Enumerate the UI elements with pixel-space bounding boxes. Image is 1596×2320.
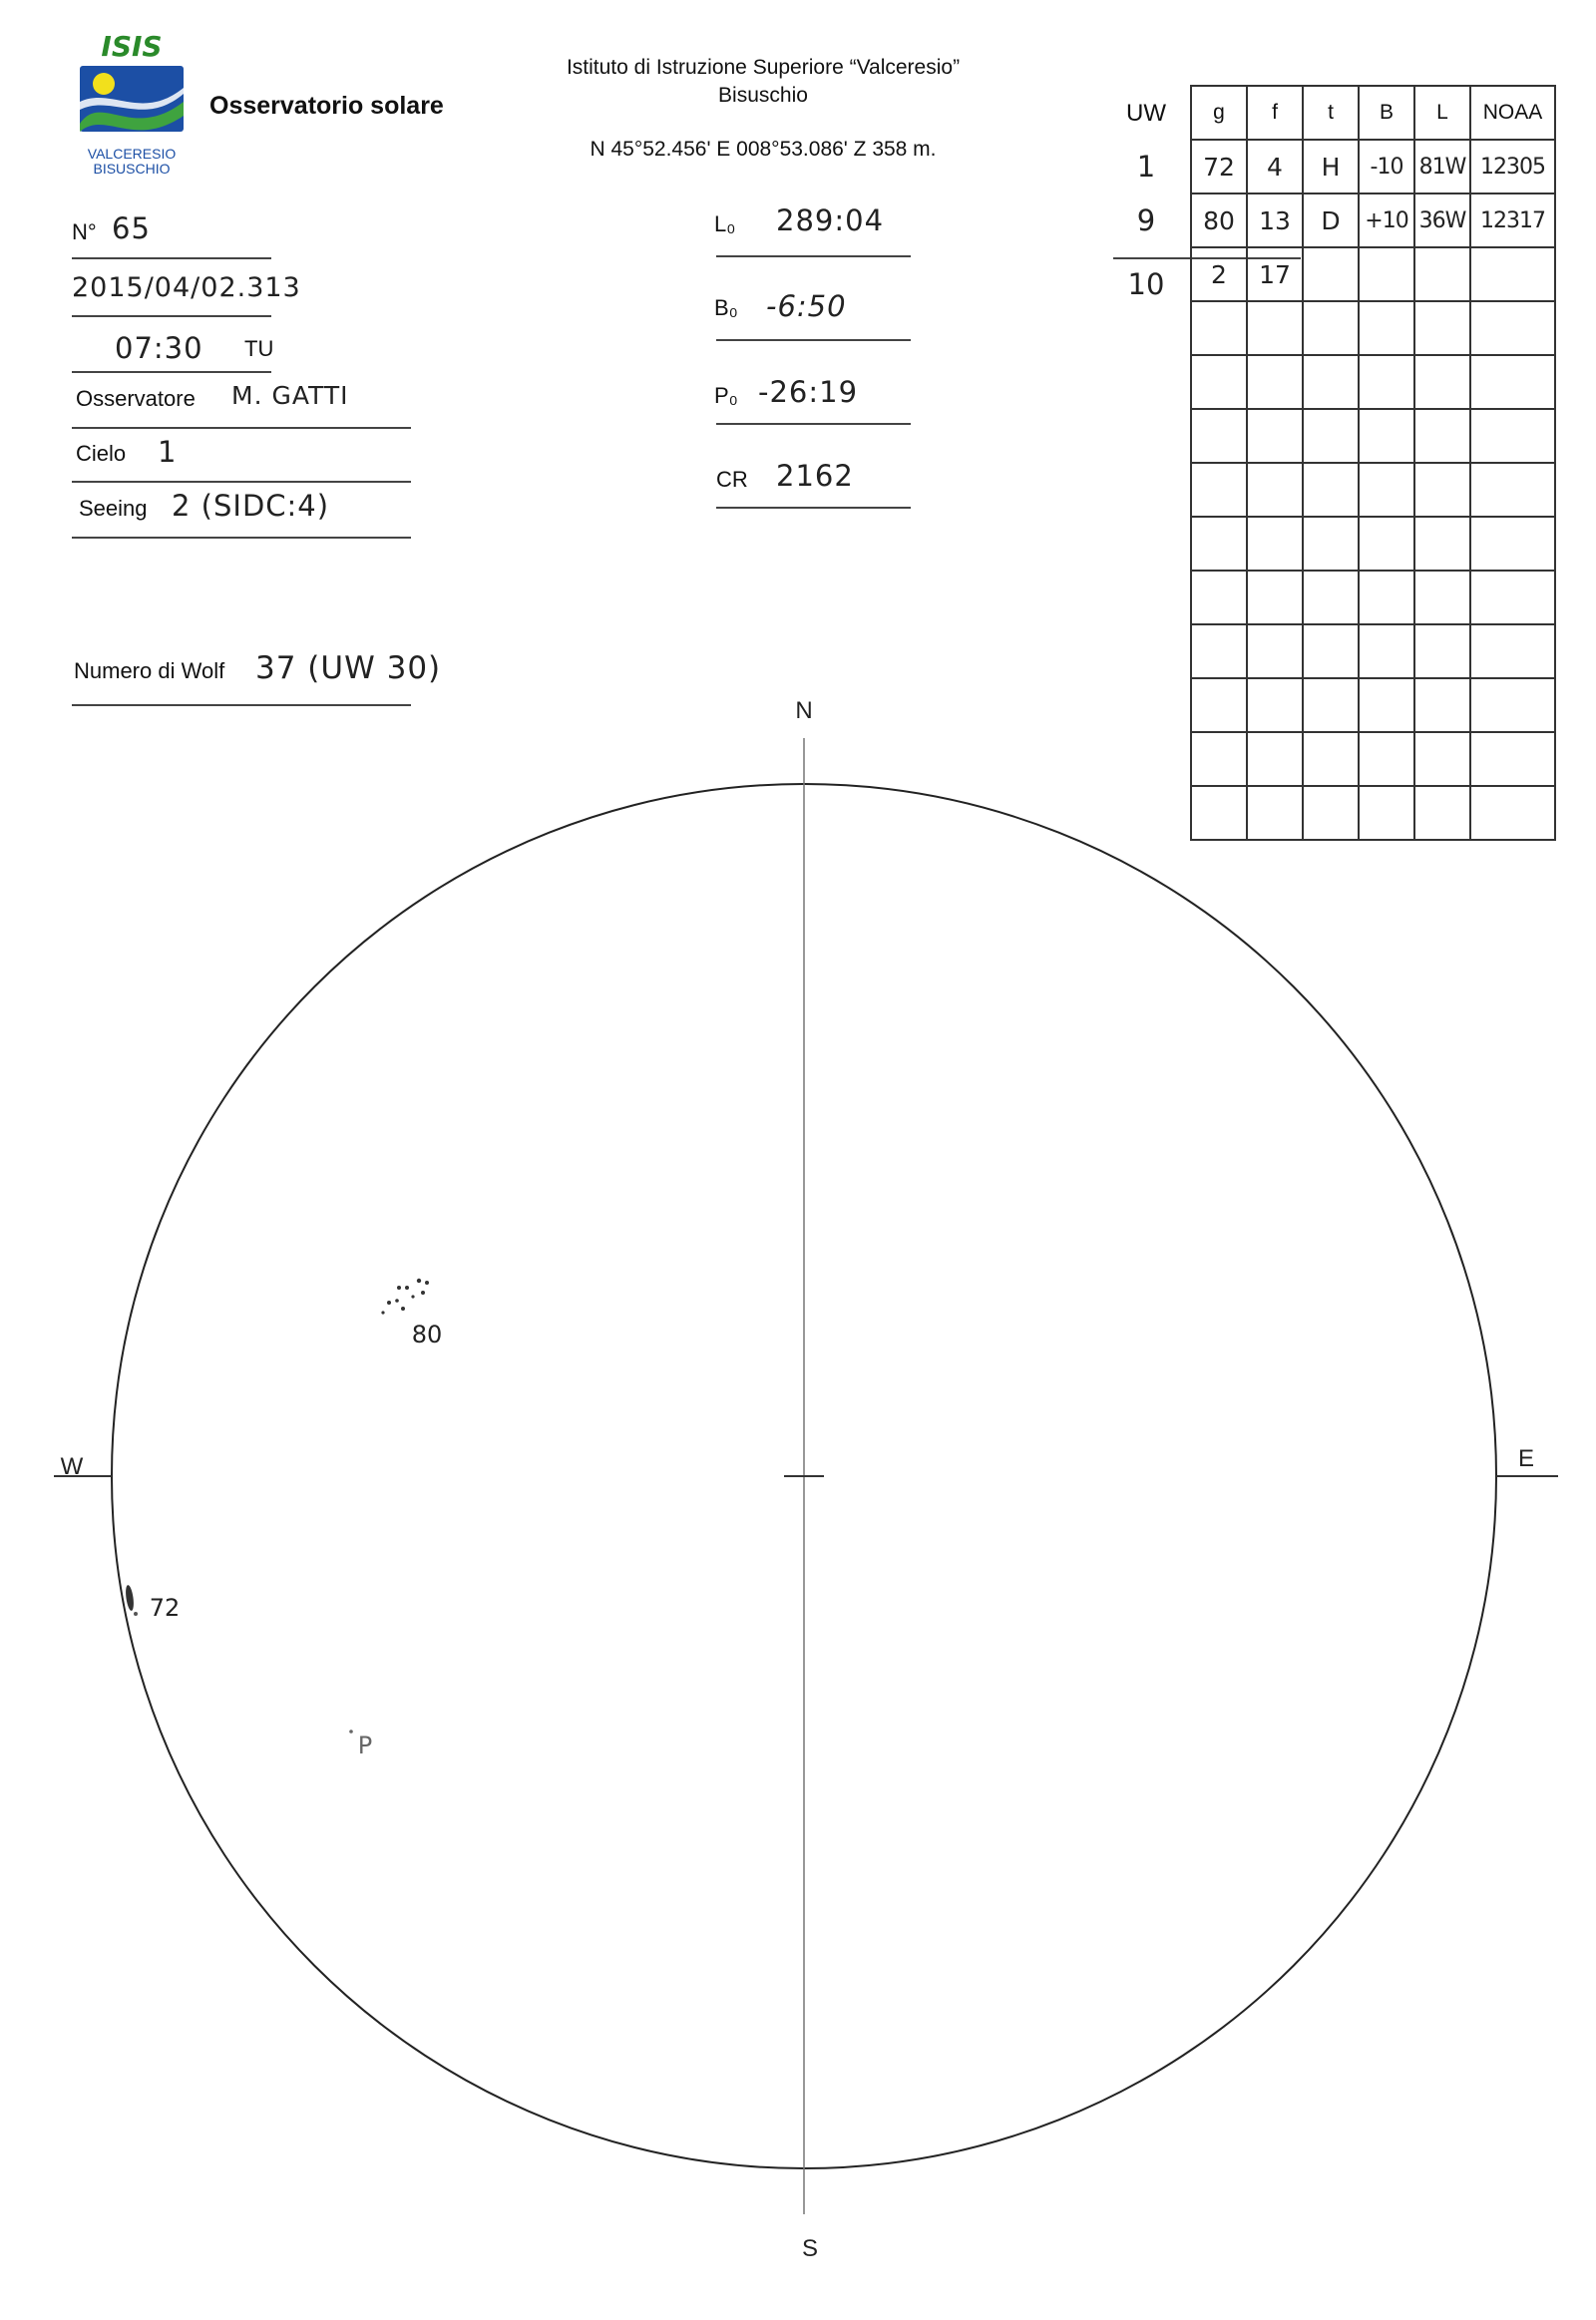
total-f: 17: [1247, 247, 1303, 301]
observer-label: Osservatore: [76, 386, 196, 411]
cell-f: 13: [1247, 193, 1303, 247]
institute-line2: Bisuschio: [718, 84, 808, 107]
logo-subtitle-line2: BISUSCHIO: [93, 161, 171, 177]
header-b: B: [1359, 86, 1414, 140]
cell-t: H: [1303, 140, 1359, 193]
p0-label: P₀: [714, 383, 738, 408]
header-noaa: NOAA: [1470, 86, 1555, 140]
time-zone: TU: [244, 336, 274, 361]
north-label: N: [795, 697, 813, 724]
header-f: f: [1247, 86, 1303, 140]
total-g: 2: [1191, 247, 1247, 301]
b0-label: B₀: [714, 295, 738, 320]
cell-t: D: [1303, 193, 1359, 247]
institute-line1: Istituto di Istruzione Superiore “Valceresio”: [566, 56, 961, 79]
cell-b: +10: [1359, 193, 1414, 247]
cell-g: 80: [1191, 193, 1247, 247]
l0-value: 289:04: [776, 203, 885, 237]
header-l: L: [1414, 86, 1470, 140]
cr-value: 2162: [776, 459, 854, 493]
l0-label: L₀: [714, 211, 736, 236]
group-72-label: 72: [149, 1594, 181, 1622]
west-label: W: [60, 1453, 84, 1480]
facula-dot: [349, 1730, 353, 1734]
cell-b: -10: [1359, 140, 1414, 193]
header-t: t: [1303, 86, 1359, 140]
south-label: S: [801, 2235, 819, 2262]
uw-value-2: 9: [1136, 203, 1156, 237]
logo-subtitle-line1: VALCERESIO: [87, 146, 177, 162]
observer-value: M. GATTI: [231, 381, 349, 410]
wolf-number-value: 37 (UW 30): [255, 650, 442, 686]
cell-noaa: 12305: [1470, 140, 1555, 193]
group-80-label: 80: [411, 1321, 443, 1349]
uw-value-1: 1: [1136, 150, 1156, 184]
cell-f: 4: [1247, 140, 1303, 193]
sky-label: Cielo: [76, 441, 127, 466]
uw-header: UW: [1126, 100, 1166, 127]
east-label: E: [1517, 1445, 1535, 1472]
observatory-title: Osservatorio solare: [209, 92, 444, 120]
observation-time: 07:30: [115, 331, 203, 365]
p0-value: -26:19: [758, 375, 859, 409]
seeing-label: Seeing: [79, 496, 148, 521]
cell-g: 72: [1191, 140, 1247, 193]
sunspot-group-72: [125, 1585, 138, 1616]
seeing-value: 2 (SIDC:4): [172, 489, 330, 523]
cr-label: CR: [716, 467, 748, 492]
sky-value: 1: [158, 435, 178, 469]
sunspot-group-80: [381, 1279, 429, 1315]
b0-value: -6:50: [766, 289, 847, 323]
observation-date: 2015/04/02.313: [72, 272, 301, 303]
cell-l: 81W: [1414, 140, 1470, 193]
cell-noaa: 12317: [1470, 193, 1555, 247]
header-g: g: [1191, 86, 1247, 140]
number-value: 65: [112, 211, 151, 245]
wolf-number-label: Numero di Wolf: [74, 658, 225, 683]
facula-label: P: [357, 1732, 373, 1759]
cell-l: 36W: [1414, 193, 1470, 247]
uw-total: 10: [1127, 267, 1165, 301]
observatory-coordinates: N 45°52.456' E 008°53.086' Z 358 m.: [590, 138, 937, 161]
logo-text: ISIS: [101, 32, 163, 63]
number-label: N°: [72, 219, 97, 244]
